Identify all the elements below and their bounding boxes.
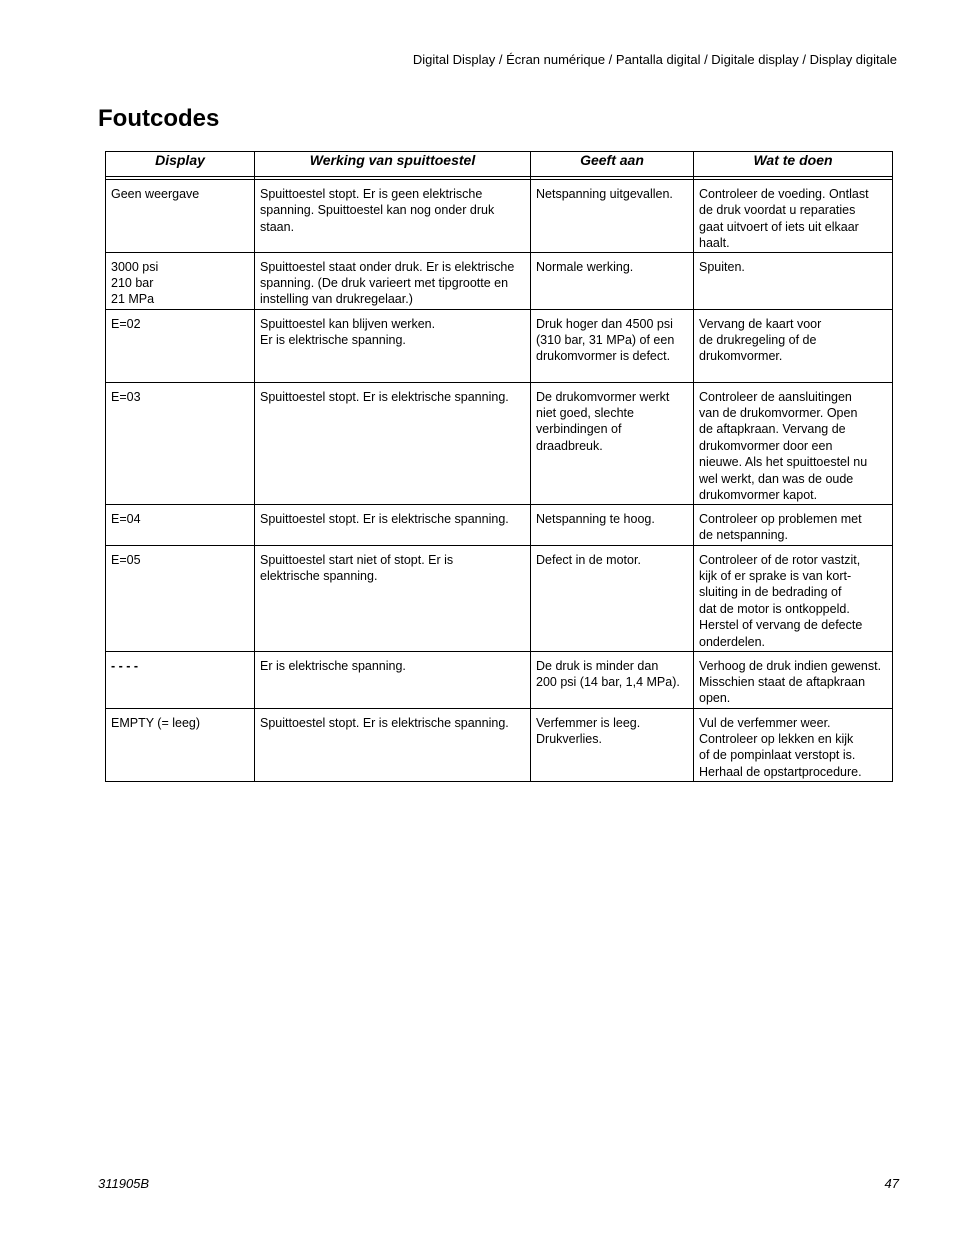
column-header-wat-te-doen: Wat te doen [694, 152, 893, 177]
cell-wat-te-doen: Vul de verfemmer weer. Controleer op lekken en kijk of de pompinlaat verstopt is. Herhaal de opstartprocedure. [694, 708, 893, 781]
cell-wat-te-doen: Vervang de kaart voor de drukregeling of de drukomvormer. [694, 309, 893, 382]
cell-geeft-aan: Netspanning uitgevallen. [531, 180, 694, 253]
cell-display: 3000 psi 210 bar 21 MPa [106, 252, 255, 309]
cell-werking: Spuittoestel stopt. Er is elektrische spanning. [255, 382, 531, 504]
cell-wat-te-doen: Controleer de voeding. Ontlast de druk voordat u reparaties gaat uitvoert of iets uit elkaar haalt. [694, 180, 893, 253]
cell-geeft-aan: Verfemmer is leeg. Drukverlies. [531, 708, 694, 781]
column-header-display: Display [106, 152, 255, 177]
table-row [106, 180, 893, 253]
cell-geeft-aan: Normale werking. [531, 252, 694, 309]
cell-display: EMPTY (= leeg) [106, 708, 255, 781]
cell-display: - - - - [106, 651, 255, 708]
cell-werking: Spuittoestel stopt. Er is elektrische spanning. [255, 708, 531, 781]
cell-display: E=04 [106, 504, 255, 545]
cell-geeft-aan: Defect in de motor. [531, 545, 694, 651]
page-number: 47 [884, 1176, 899, 1191]
cell-werking: Er is elektrische spanning. [255, 651, 531, 708]
cell-wat-te-doen: Controleer of de rotor vastzit, kijk of er sprake is van kort- sluiting in de bedrading of dat de motor is ontkoppeld. Herstel of vervang de defecte onderdelen. [694, 545, 893, 651]
table-header-row [106, 152, 893, 177]
cell-wat-te-doen: Verhoog de druk indien gewenst. Misschien staat de aftapkraan open. [694, 651, 893, 708]
cell-display: E=02 [106, 309, 255, 382]
cell-display: Geen weergave [106, 180, 255, 253]
cell-wat-te-doen: Controleer op problemen met de netspanning. [694, 504, 893, 545]
cell-geeft-aan: De drukomvormer werkt niet goed, slechte verbindingen of draadbreuk. [531, 382, 694, 504]
page-title: Foutcodes [98, 105, 220, 132]
cell-wat-te-doen: Spuiten. [694, 252, 893, 309]
table-row [106, 309, 893, 382]
table-row [106, 545, 893, 651]
running-header: Digital Display / Écran numérique / Pantalla digital / Digitale display / Display digitale [412, 52, 897, 67]
cell-geeft-aan: De druk is minder dan 200 psi (14 bar, 1,4 MPa). [531, 651, 694, 708]
error-codes-table [105, 151, 893, 782]
table-row [106, 252, 893, 309]
cell-werking: Spuittoestel kan blijven werken. Er is elektrische spanning. [255, 309, 531, 382]
table-row [106, 651, 893, 708]
cell-werking: Spuittoestel stopt. Er is geen elektrische spanning. Spuittoestel kan nog onder druk staan. [255, 180, 531, 253]
document-number: 311905B [98, 1176, 150, 1191]
table-row [106, 504, 893, 545]
cell-display: E=03 [106, 382, 255, 504]
cell-werking: Spuittoestel staat onder druk. Er is elektrische spanning. (De druk varieert met tipgrootte en instelling van drukregelaar.) [255, 252, 531, 309]
cell-geeft-aan: Netspanning te hoog. [531, 504, 694, 545]
cell-werking: Spuittoestel stopt. Er is elektrische spanning. [255, 504, 531, 545]
table-row [106, 708, 893, 781]
column-header-werking: Werking van spuittoestel [255, 152, 531, 177]
cell-geeft-aan: Druk hoger dan 4500 psi (310 bar, 31 MPa) of een drukomvormer is defect. [531, 309, 694, 382]
cell-display: E=05 [106, 545, 255, 651]
cell-wat-te-doen: Controleer de aansluitingen van de drukomvormer. Open de aftapkraan. Vervang de drukomvormer door een nieuwe. Als het spuittoestel nu wel werkt, dan was de oude drukomvormer kapot. [694, 382, 893, 504]
cell-werking: Spuittoestel start niet of stopt. Er is elektrische spanning. [255, 545, 531, 651]
table-row [106, 382, 893, 504]
column-header-geeft-aan: Geeft aan [531, 152, 694, 177]
